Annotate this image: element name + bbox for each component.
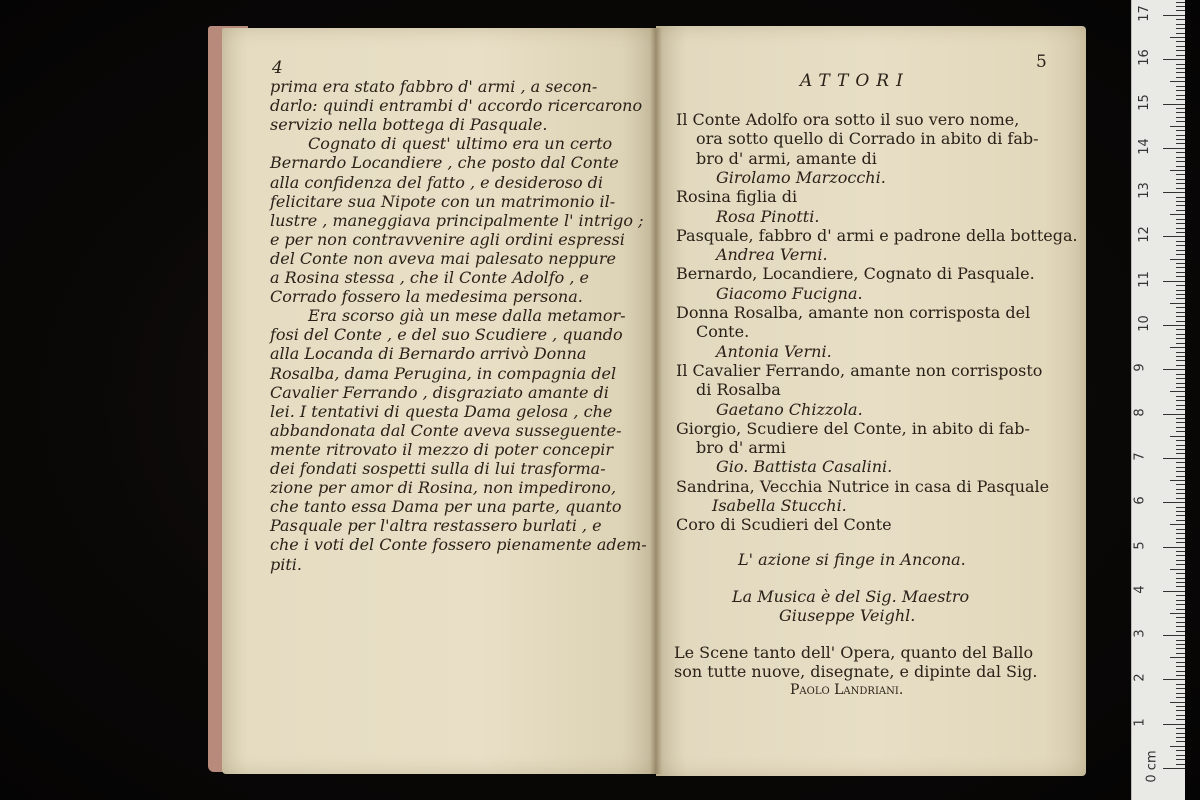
ruler-tick <box>1176 750 1185 751</box>
ruler-tick <box>1176 600 1185 601</box>
ruler-tick <box>1176 55 1185 56</box>
scenes-line-2: son tutte nuove, disegnate, e dipinte dal Sig. <box>674 662 1038 681</box>
ruler-tick <box>1176 307 1185 308</box>
ruler-tick <box>1176 161 1185 162</box>
left-text-line: dei fondati sospetti sulla di lui trasforma- <box>270 459 606 478</box>
ruler-tick <box>1176 121 1185 122</box>
ruler-tick <box>1170 569 1185 570</box>
ruler-tick <box>1176 50 1185 51</box>
ruler-tick <box>1176 174 1185 175</box>
ruler-tick <box>1176 631 1185 632</box>
ruler-tick <box>1170 303 1185 304</box>
ruler-tick <box>1176 387 1185 388</box>
ruler-tick <box>1176 471 1185 472</box>
ruler-tick <box>1176 551 1185 552</box>
ruler-tick <box>1176 276 1185 277</box>
measuring-ruler <box>1131 0 1185 800</box>
ruler-tick <box>1170 214 1185 215</box>
ruler-tick <box>1176 671 1185 672</box>
ruler-tick <box>1176 737 1185 738</box>
ruler-tick <box>1170 436 1185 437</box>
left-text-line: darlo: quindi entrambi d' accordo ricercarono <box>270 96 643 116</box>
ruler-tick <box>1176 99 1185 100</box>
ruler-tick <box>1163 547 1185 548</box>
ruler-tick <box>1176 573 1185 574</box>
ruler-label: 9 <box>1132 363 1148 372</box>
ruler-tick <box>1176 626 1185 627</box>
ruler-tick <box>1176 440 1185 441</box>
ruler-tick <box>1176 719 1185 720</box>
ruler-tick <box>1176 329 1185 330</box>
ruler-tick <box>1176 427 1185 428</box>
ruler-tick <box>1176 462 1185 463</box>
ruler-tick <box>1176 507 1185 508</box>
ruler-label: 17 <box>1136 5 1152 22</box>
ruler-label: 10 <box>1136 315 1152 332</box>
ruler-tick <box>1176 684 1185 685</box>
cast-role-line: Pasquale, fabbro d' armi e padrone della bottega. <box>676 225 1078 245</box>
ruler-tick <box>1176 755 1185 756</box>
ruler-tick <box>1176 152 1185 153</box>
ruler-tick <box>1163 591 1185 592</box>
left-text-line: Corrado fossero la medesima persona. <box>270 287 583 307</box>
ruler-tick <box>1176 290 1185 291</box>
left-text-line: alla Locanda di Bernardo arrivò Donna <box>270 344 587 364</box>
ruler-tick <box>1176 706 1185 707</box>
ruler-tick <box>1176 19 1185 20</box>
ruler-tick <box>1176 564 1185 565</box>
left-text-line: abbandonata dal Conte aveva susseguente- <box>270 420 622 440</box>
ruler-tick <box>1176 405 1185 406</box>
cast-role-line: Giorgio, Scudiere del Conte, in abito di fab- <box>676 418 1030 438</box>
ruler-tick <box>1176 197 1185 198</box>
left-text-line: felicitare sua Nipote con un matrimonio il- <box>270 191 616 211</box>
left-text-line: e per non contravvenire agli ordini espressi <box>270 229 625 249</box>
ruler-label: 5 <box>1132 540 1148 550</box>
scenes-line-1: Le Scene tanto dell' Opera, quanto del Ballo <box>674 643 1034 662</box>
ruler-tick <box>1176 352 1185 353</box>
left-text-line: Cognato di quest' ultimo era un certo <box>308 134 613 154</box>
ruler-tick <box>1176 653 1185 654</box>
ruler-tick <box>1176 467 1185 468</box>
ruler-tick <box>1176 693 1185 694</box>
ruler-tick <box>1176 733 1185 734</box>
ruler-tick <box>1163 369 1185 370</box>
left-text-line: Cavalier Ferrando , disgraziato amante di <box>270 382 609 402</box>
ruler-tick <box>1176 24 1185 25</box>
ruler-tick <box>1163 502 1185 503</box>
setting-line: L' azione si finge in Ancona. <box>738 550 966 569</box>
ruler-tick <box>1176 2 1185 3</box>
ruler-tick <box>1163 724 1185 725</box>
ruler-tick <box>1176 72 1185 73</box>
ruler-tick <box>1176 555 1185 556</box>
left-text-line: servizio nella bottega di Pasquale. <box>270 115 548 135</box>
left-text-line: del Conte non aveva mai palesato neppure <box>270 248 616 268</box>
ruler-tick <box>1176 710 1185 711</box>
ruler-label: 0 cm <box>1144 750 1160 783</box>
left-text-line: lei. I tentativi di questa Dama gelosa , che <box>270 401 613 421</box>
ruler-tick <box>1176 533 1185 534</box>
scenes-line-3: Paolo Landriani. <box>790 682 904 698</box>
left-text-line: Pasquale per l'altra restassero burlati , e <box>270 516 602 536</box>
cast-role-line: Il Conte Adolfo ora sotto il suo vero nome, <box>676 110 1020 129</box>
ruler-tick <box>1170 126 1185 127</box>
ruler-tick <box>1163 104 1185 105</box>
ruler-tick <box>1176 515 1185 516</box>
ruler-label: 12 <box>1136 226 1152 244</box>
ruler-tick <box>1176 662 1185 663</box>
ruler-tick <box>1176 409 1185 410</box>
ruler-tick <box>1176 316 1185 317</box>
ruler-tick <box>1170 347 1185 348</box>
ruler-tick <box>1176 609 1185 610</box>
ruler-tick <box>1163 414 1185 415</box>
cast-role-line: Sandrina, Vecchia Nutrice in casa di Pasquale <box>676 476 1050 496</box>
left-text-line: che tanto essa Dama per una parte, quanto <box>270 497 622 517</box>
ruler-tick <box>1176 343 1185 344</box>
cast-actor-name: Rosa Pinotti. <box>716 206 820 226</box>
left-text-line: Bernardo Locandiere , che posto dal Conte <box>270 153 619 173</box>
ruler-tick <box>1176 445 1185 446</box>
ruler-tick <box>1176 511 1185 512</box>
ruler-tick <box>1176 263 1185 264</box>
ruler-tick <box>1176 489 1185 490</box>
ruler-tick <box>1176 166 1185 167</box>
ruler-tick <box>1176 28 1185 29</box>
ruler-tick <box>1163 458 1185 459</box>
ruler-tick <box>1170 170 1185 171</box>
cast-actor-name: Giacomo Fucigna. <box>716 283 863 303</box>
ruler-tick <box>1176 538 1185 539</box>
ruler-tick <box>1170 37 1185 38</box>
ruler-tick <box>1176 143 1185 144</box>
ruler-tick <box>1176 582 1185 583</box>
ruler-tick <box>1170 81 1185 82</box>
left-text-line: mente ritrovato il mezzo di poter concepir <box>270 439 613 459</box>
ruler-tick <box>1176 46 1185 47</box>
music-line-2: Giuseppe Veighl. <box>779 606 916 625</box>
ruler-tick <box>1176 622 1185 623</box>
ruler-tick <box>1176 298 1185 299</box>
cast-role-line: di Rosalba <box>696 380 781 400</box>
ruler-tick <box>1176 77 1185 78</box>
ruler-tick <box>1176 201 1185 202</box>
ruler-tick <box>1176 223 1185 224</box>
cast-role-line: ora sotto quello di Corrado in abito di fab- <box>696 129 1039 149</box>
cast-role-line: Rosina figlia di <box>676 187 798 207</box>
ruler-tick <box>1176 715 1185 716</box>
ruler-tick <box>1176 10 1185 11</box>
ruler-tick <box>1176 157 1185 158</box>
cast-role-line: Il Cavalier Ferrando, amante non corrisposto <box>676 360 1043 380</box>
ruler-tick <box>1176 267 1185 268</box>
ruler-tick <box>1163 281 1185 282</box>
ruler-tick <box>1176 529 1185 530</box>
ruler-tick <box>1176 254 1185 255</box>
ruler-tick <box>1176 644 1185 645</box>
ruler-tick <box>1176 338 1185 339</box>
ruler-tick <box>1170 657 1185 658</box>
left-text-line: a Rosina stessa , che il Conte Adolfo , e <box>270 268 590 287</box>
cast-actor-name: Antonia Verni. <box>716 341 832 361</box>
ruler-tick <box>1176 272 1185 273</box>
ruler-tick <box>1176 578 1185 579</box>
ruler-label: 3 <box>1132 629 1148 638</box>
cast-role-line: Coro di Scudieri del Conte <box>676 515 892 535</box>
ruler-label: 6 <box>1132 496 1148 505</box>
ruler-label: 8 <box>1132 407 1148 417</box>
ruler-tick <box>1170 480 1185 481</box>
ruler-tick <box>1176 431 1185 432</box>
ruler-tick <box>1176 449 1185 450</box>
left-text-line: Era scorso già un mese dalla metamor- <box>308 306 626 326</box>
ruler-tick <box>1176 520 1185 521</box>
left-page-number: 4 <box>272 58 283 78</box>
ruler-tick <box>1176 135 1185 136</box>
ruler-tick <box>1163 192 1185 193</box>
ruler-tick <box>1163 635 1185 636</box>
ruler-tick <box>1176 321 1185 322</box>
ruler-tick <box>1176 484 1185 485</box>
ruler-tick <box>1176 764 1185 765</box>
left-text-line: alla confidenza del fatto , e desideroso di <box>270 172 604 192</box>
ruler-tick <box>1176 64 1185 65</box>
ruler-tick <box>1170 702 1185 703</box>
ruler-tick <box>1176 68 1185 69</box>
ruler-tick <box>1176 422 1185 423</box>
cast-actor-name: Isabella Stucchi. <box>712 496 847 515</box>
ruler-tick <box>1176 396 1185 397</box>
ruler-tick <box>1176 188 1185 189</box>
ruler-tick <box>1176 179 1185 180</box>
ruler-tick <box>1176 183 1185 184</box>
ruler-tick <box>1163 679 1185 680</box>
left-text-line: lustre , maneggiava principalmente l' intrigo ; <box>270 210 644 230</box>
ruler-tick <box>1170 746 1185 747</box>
ruler-tick <box>1176 356 1185 357</box>
ruler-tick <box>1176 86 1185 87</box>
ruler-tick <box>1176 383 1185 384</box>
ruler-label: 1 <box>1132 718 1148 727</box>
cast-role-line: Conte. <box>696 322 750 342</box>
ruler-tick <box>1176 586 1185 587</box>
ruler-tick <box>1176 666 1185 667</box>
ruler-tick <box>1176 210 1185 211</box>
attori-heading: ATTORI <box>800 71 910 91</box>
ruler-tick <box>1176 675 1185 676</box>
ruler-tick <box>1163 768 1185 769</box>
left-text-line: fosi del Conte , e del suo Scudiere , quando <box>270 325 623 345</box>
right-page-number: 5 <box>1036 52 1047 72</box>
ruler-tick <box>1176 542 1185 543</box>
music-line-1: La Musica è del Sig. Maestro <box>732 587 970 606</box>
ruler-label: 13 <box>1136 182 1152 199</box>
ruler-tick <box>1176 453 1185 454</box>
ruler-tick <box>1176 476 1185 477</box>
ruler-tick <box>1176 400 1185 401</box>
ruler-tick <box>1176 95 1185 96</box>
ruler-tick <box>1176 232 1185 233</box>
ruler-tick <box>1176 6 1185 7</box>
cast-role-line: bro d' armi, amante di <box>696 148 877 168</box>
cast-role-line: Donna Rosalba, amante non corrisposta del <box>676 303 1031 322</box>
ruler-tick <box>1176 117 1185 118</box>
ruler-tick <box>1176 130 1185 131</box>
ruler-tick <box>1176 312 1185 313</box>
ruler-tick <box>1170 613 1185 614</box>
ruler-tick <box>1163 236 1185 237</box>
ruler-tick <box>1176 41 1185 42</box>
cast-actor-name: Gaetano Chizzola. <box>716 399 863 419</box>
cast-actor-name: Girolamo Marzocchi. <box>716 167 886 187</box>
ruler-tick <box>1176 250 1185 251</box>
ruler-label: 15 <box>1136 93 1152 111</box>
ruler-tick <box>1176 560 1185 561</box>
ruler-tick <box>1176 697 1185 698</box>
cast-role-line: bro d' armi <box>696 438 786 458</box>
ruler-tick <box>1176 688 1185 689</box>
ruler-tick <box>1176 360 1185 361</box>
book-gutter <box>650 28 662 774</box>
ruler-tick <box>1163 148 1185 149</box>
ruler-label: 4 <box>1132 585 1148 594</box>
ruler-tick <box>1176 498 1185 499</box>
ruler-tick <box>1176 728 1185 729</box>
ruler-tick <box>1176 205 1185 206</box>
left-text-line: prima era stato fabbro d' armi , a secon- <box>270 77 598 96</box>
ruler-tick <box>1176 294 1185 295</box>
ruler-label: 11 <box>1136 270 1152 288</box>
ruler-tick <box>1176 648 1185 649</box>
ruler-tick <box>1176 219 1185 220</box>
ruler-tick <box>1163 325 1185 326</box>
ruler-label: 14 <box>1136 138 1152 155</box>
ruler-tick <box>1176 245 1185 246</box>
ruler-tick <box>1176 241 1185 242</box>
ruler-tick <box>1176 374 1185 375</box>
ruler-tick <box>1170 524 1185 525</box>
ruler-tick <box>1176 493 1185 494</box>
ruler-tick <box>1176 617 1185 618</box>
left-text-line: piti. <box>270 554 302 574</box>
cast-actor-name: Andrea Verni. <box>716 245 828 265</box>
ruler-label: 16 <box>1136 49 1152 66</box>
ruler-tick <box>1176 741 1185 742</box>
ruler-label: 7 <box>1132 452 1148 461</box>
ruler-label: 2 <box>1132 673 1148 683</box>
ruler-tick <box>1163 59 1185 60</box>
ruler-tick <box>1176 378 1185 379</box>
left-text-line: zione per amor di Rosina, non impedirono, <box>270 478 617 498</box>
ruler-tick <box>1170 259 1185 260</box>
ruler-tick <box>1170 391 1185 392</box>
ruler-tick <box>1176 334 1185 335</box>
ruler-tick <box>1176 33 1185 34</box>
ruler-tick <box>1176 759 1185 760</box>
ruler-tick <box>1176 365 1185 366</box>
ruler-tick <box>1176 108 1185 109</box>
left-text-line: che i voti del Conte fossero pienamente adem- <box>270 535 647 555</box>
ruler-tick <box>1176 285 1185 286</box>
left-text-line: Rosalba, dama Perugina, in compagnia del <box>270 363 617 383</box>
ruler-tick <box>1176 418 1185 419</box>
ruler-tick <box>1176 112 1185 113</box>
ruler-tick <box>1163 15 1185 16</box>
cast-actor-name: Gio. Battista Casalini. <box>716 457 893 477</box>
cast-role-line: Bernardo, Locandiere, Cognato di Pasquale. <box>676 264 1035 284</box>
ruler-tick <box>1176 228 1185 229</box>
ruler-tick <box>1176 139 1185 140</box>
ruler-tick <box>1176 595 1185 596</box>
ruler-tick <box>1176 604 1185 605</box>
ruler-tick <box>1176 640 1185 641</box>
ruler-tick <box>1176 90 1185 91</box>
